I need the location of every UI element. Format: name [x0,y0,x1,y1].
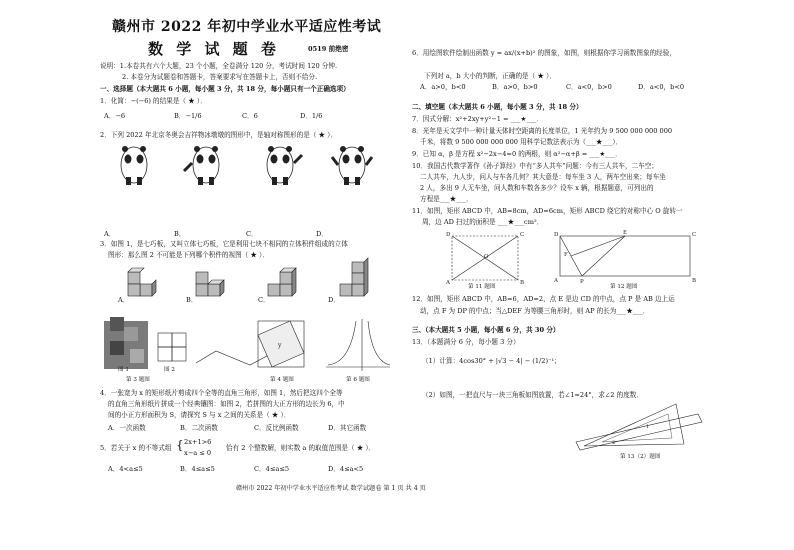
svg-text:E: E [623,230,628,236]
mascot-figures [118,143,388,191]
svg-text:D: D [446,232,451,238]
q10-line-1: 10．我国古代数学著作《孙子算经》中有“多人共车”问题：今有三人共车，二车空； [412,162,658,170]
q11-rectangle-figure [445,232,524,286]
exam-code: 0519 前绝密 [308,45,349,53]
q3-option-a: A． [118,296,130,304]
svg-text:y: y [278,342,282,349]
q5-option-d: D．4≤a<5 [328,465,364,473]
q4-option-c: C．反比例函数 [254,424,299,432]
q6-fig-caption: 第 6 题图 [346,377,370,383]
q13-part1: （1）计算：4cos30° + |√3 − 4| − (1/2)⁻¹； [422,357,561,365]
mascot-b [184,146,219,185]
q11-q12-figures [442,228,712,284]
q5-system-1: 2x+1>6 [184,438,212,446]
mascot-d [332,146,372,185]
q8-line-1: 8．光年是天文学中一种计量天体时空距离的长度单位，1 光年约为 9 500 000 000 000 [412,127,673,135]
q8-line-2: 千米，将数 9 500 000 000 000 用科学记数法表示为（___★___）． [420,138,623,146]
q1-option-d: D．1/6 [300,112,323,120]
q3-option-b: B． [186,296,198,304]
q2-option-a: A． [104,230,116,238]
svg-text:C: C [520,232,525,238]
svg-text:D: D [554,232,559,238]
q13-ruler-triangle-figure [572,400,712,456]
q10-line-3: 2 人，多出 9 人无车坐，问人数和车数各多少？设车 x 辆，根据题意，可列出的 [420,184,654,192]
svg-text:A: A [446,280,450,286]
q10-line-2: 二人共车，九人步，问人与车各几何？其大意是：每车坐 3 人，两车空出来；每车坐 [420,173,666,181]
q5-system-2: x−a ≤ 0 [184,449,212,457]
q5-option-c: C．4≤a≤5 [254,465,290,473]
q12-line-2: 动，点 F 为 DP 的中点；当△DEF 为等腰三角形时，则 AP 的长为___★___． [420,307,650,315]
q5-tail: 恰有 2 个整数解，则实数 a 的取值范围是（ ★ ）． [226,444,376,452]
q5-brace: { [176,438,184,452]
q5-option-b: B．4≤a≤5 [180,465,215,473]
svg-text:1: 1 [646,424,650,430]
q5-option-a: A．4<a≤5 [108,465,143,473]
section1-heading: 一、选择题（本大题共 6 小题，每小题 3 分，共 18 分，每小题只有一个正确选项） [100,85,350,93]
instruction-2: 2. 本卷分为试题卷和答题卡，答案要求写在答题卡上，否则不给分. [122,73,318,81]
svg-text:B: B [692,278,697,284]
q4-line-3: 间的小正方形面积为 S，请探究 S 与 x 之间的关系是（ ★ ）． [108,411,291,419]
q7: 7．因式分解：x²+2xy+y²−1 = ___★___． [412,115,543,123]
q2-stem: 2．下列 2022 年北京冬奥会吉祥物冰墩墩的图形中，是轴对称图形的是（ ★ ）． [100,131,338,139]
svg-text:C: C [692,232,697,238]
svg-text:F: F [564,252,568,258]
exam-subtitle: 数 学 试 题 卷 [148,40,280,58]
q12-line-1: 12．如图，矩形 ABCD 中，AB=6，AD=2，点 E 是边 CD 的中点，点 P 是 AB 边上运 [412,295,675,303]
q13-fig-caption: 第 13（2）题图 [620,454,661,460]
q3-stem-2: 图形：那么图 2 不可能是下列哪个积件的视图（ ★ ）． [108,251,269,259]
q6-option-d: D．a<0，b<0 [638,83,685,91]
three-views-figure [158,333,186,361]
q6-line-2: 下列对 a，b 大小的判断，正确的是（ ★ ）． [424,72,556,80]
q6-option-b: B．a>0，b>0 [492,83,538,91]
q11-line-2: 周，边 AD 扫过的面积是 ___★___cm²． [422,218,544,226]
q1-stem: 1．化简：−(−6) 的结果是（ ★ ）． [100,97,207,105]
q6-stem: 6．用绘图软件绘制出函数 y = ax/(x+b)² 的图象，如图，则根据你学习函数图象的经验， [412,49,676,57]
svg-text:P: P [580,279,584,285]
q11-line-1: 11．如图，矩形 ABCD 中，AB=8cm，AD=6cm，矩形 ABCD 绕它的对称中心 O 旋转一 [412,207,683,215]
instruction-1: 说明：1.本卷共有六个大题，23 个小题，全卷满分 120 分，考试时间 120 分钟. [100,62,338,70]
q2-option-b: B． [174,230,186,238]
block-options-figures [118,262,388,308]
q12-fig-caption: 第 12 题图 [610,284,638,290]
block-a [128,268,156,296]
function-graph-figure [326,319,390,371]
q11-fig-caption: 第 11 题图 [468,284,496,290]
svg-text:2: 2 [612,440,616,446]
q6-option-a: A．a>0，b<0 [420,83,466,91]
svg-text:A: A [554,278,558,284]
q4-option-a: A．一次函数 [108,424,146,432]
q12-rectangle-figure [553,230,696,285]
fig1-caption: 图 1 [118,367,129,373]
q2-option-c: C． [246,230,258,238]
q4-option-d: D．其它函数 [328,424,367,432]
pythagorean-square-figure [258,321,304,367]
q6-option-c: C．a<0，b>0 [566,83,612,91]
q4-line-1: 4．一张宽为 x 的矩形纸片剪成四个全等的直角三角形，如图 1，然后把这四个全等 [100,389,343,397]
q1-option-a: A．−6 [104,112,126,120]
q13-stem: 13．（本题满分 6 分，每小题 3 分） [412,338,520,346]
q4-line-2: 的直角三角形纸片拼成一个经典镶图：如图 2，若拼图的大正方形的边长为 6，中 [108,400,345,408]
mascot-a [121,146,147,185]
block-d [340,258,368,296]
page-footer: 赣州市 2022 年初中学业水平适应性考试 数学试题卷 第 1 页 共 4 页 [236,485,426,492]
q3-option-d: D． [328,296,340,304]
q4-fig-caption: 第 4 题图 [270,377,294,383]
mascot-c [267,146,302,185]
svg-text:O: O [484,254,489,260]
q3-stem-1: 3．如图 1，是七巧板，又叫立体七巧板，它是利用七块不相同的立体积件组成的立体 [100,240,348,248]
q3-option-c: C． [258,296,270,304]
q2-option-d: D． [316,230,328,238]
q1-option-c: C．6 [242,112,258,120]
q9: 9．已知 α，β 是方程 x²−2x−4=0 的两根，则 α²−α+β = ___★___． [412,150,622,158]
q3-fig-caption: 第 3 题图 [126,377,150,383]
figures-row [100,315,400,377]
svg-text:B: B [520,280,525,286]
section3-heading: 三、（本大题共 5 小题，每小题 6 分，共 30 分） [412,326,560,334]
q10-line-4: 方程是___★___． [420,195,473,203]
section2-heading: 二、填空题（本大题共 6 小题，每小题 3 分，共 18 分） [412,103,583,111]
q1-option-b: B．−1/6 [174,112,202,120]
q5-stem: 5．若关于 x 的不等式组 [100,444,172,452]
block-b [196,272,224,296]
block-c [268,268,296,296]
tangram-figure [104,317,148,369]
q4-option-b: B．二次函数 [180,424,218,432]
fig2-caption: 图 2 [164,367,175,373]
exam-title: 赣州市 2022 年初中学业水平适应性考试 [112,19,382,35]
q13-part2: （2）如图，一把直尺与一块三角板如图放置，若∠1=24°，求∠2 的度数． [422,391,643,399]
